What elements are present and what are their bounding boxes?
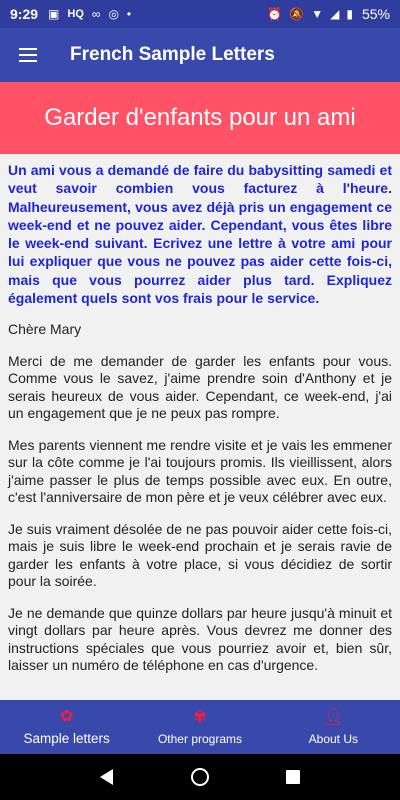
status-system-icons <box>267 6 390 22</box>
gear-icon: ✿ <box>59 708 74 725</box>
letter-paragraph: Je suis vraiment désolée de ne pas pouvoir aider cette fois-ci, mais je suis libre le week-end prochain et je serais ravie de garder les enfants à votre place, si vous décidiez de sortir pour la soirée. <box>8 520 392 590</box>
app-title: French Sample Letters <box>70 44 275 65</box>
back-icon <box>100 769 113 785</box>
letter-paragraph: Merci de me demander de garder les enfants pour vous. Comme vous le savez, j'aime prendre soin d'Anthony et je serais heureux de vous aider. Cependant, ce week-end, j'ai un engagement que je ne peux pas rompre. <box>8 352 392 422</box>
nav-label: About Us <box>308 731 358 746</box>
nav-label: Other programs <box>157 731 242 746</box>
signal-icon: ◢ <box>330 7 340 21</box>
battery-icon: ▮ <box>346 7 353 21</box>
nav-other-programs[interactable] <box>133 700 266 754</box>
image-icon: ▣ <box>48 7 60 21</box>
home-icon <box>191 768 209 786</box>
hq-icon: HQ <box>67 7 84 20</box>
letter-paragraph: Je ne demande que quinze dollars par heure jusqu'à minuit et vingt dollars par heure après. Vous devrez me donner des instructions spéciales que vous pourriez avoir et, bien sûr, laisser un numéro de téléphone en cas d'urgence. <box>8 604 392 674</box>
letter-title: Garder d'enfants pour un ami <box>44 104 356 131</box>
alarm-icon: ⏰ <box>267 7 283 21</box>
nav-about-us[interactable] <box>267 700 400 754</box>
hamburger-menu-button[interactable] <box>0 28 56 82</box>
back-button[interactable] <box>87 757 127 797</box>
bottom-navigation <box>0 700 400 754</box>
status-bar <box>0 0 400 28</box>
nav-label: Sample letters <box>23 731 110 746</box>
nav-sample-letters[interactable] <box>0 700 133 754</box>
letter-greeting: Chère Mary <box>8 321 82 338</box>
status-notification-icons <box>48 8 131 20</box>
recents-icon <box>286 770 300 784</box>
letter-title-banner <box>0 82 400 154</box>
system-navigation-bar <box>0 754 400 800</box>
vpn-icon: ◎ <box>108 7 119 21</box>
person-icon: 👤︎ <box>323 708 344 726</box>
grid-gear-icon: ✾ <box>193 708 207 726</box>
wifi-icon: ▼ <box>311 7 324 21</box>
mute-icon: 🔕 <box>289 7 305 21</box>
recents-button[interactable] <box>273 757 313 797</box>
app-bar <box>0 28 400 82</box>
status-time: 9:29 <box>10 6 39 22</box>
dot-icon: • <box>126 7 132 21</box>
battery-percent: 55% <box>361 6 390 22</box>
letter-prompt: Un ami vous a demandé de faire du babysitting samedi et veut savoir combien vous facturez à l'heure. Malheureusement, vous avez déjà pris un engagement ce week-end et ne pouvez aider. Cependant, vous êtes libre le week-end suivant. Ecrivez une lettre à votre ami pour lui expliquer que vous ne pouvez pas aider cette fois-ci, mais que vous pourrez aider plus tard. Expliquez également quels sont vos frais pour le service. <box>8 162 392 307</box>
home-button[interactable] <box>180 757 220 797</box>
voicemail-icon: ∞ <box>91 7 101 21</box>
letter-paragraph: Mes parents viennent me rendre visite et je vais les emmener sur la côte comme je l'ai toujours promis. Ils vieillissent, alors j'aime passer le plus de temps possible avec eux. En outre, c'est l'anniversaire de mon père et je veux célébrer avec eux. <box>8 436 392 506</box>
hamburger-icon <box>19 48 37 62</box>
letter-content[interactable] <box>0 154 400 700</box>
